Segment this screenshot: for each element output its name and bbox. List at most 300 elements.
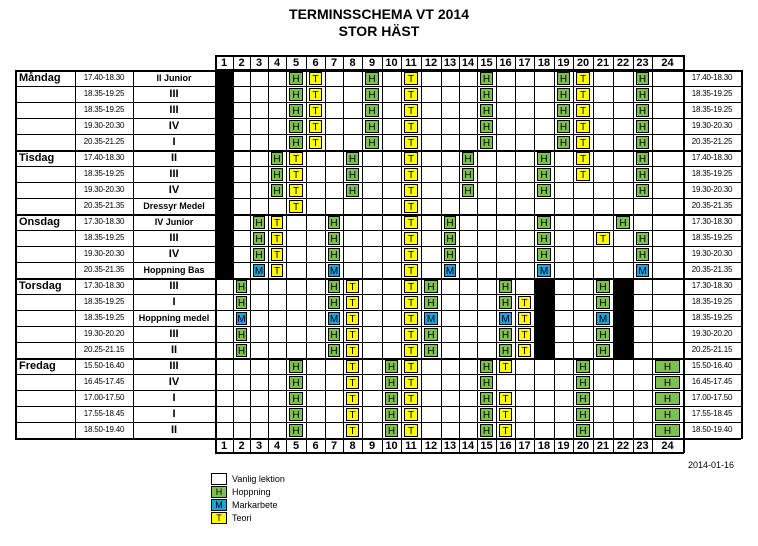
grid-line: [515, 55, 516, 453]
lesson-hoppning-cell: H: [424, 344, 438, 357]
week-header: 12: [424, 57, 438, 69]
lesson-hoppning-cell: H: [385, 376, 398, 389]
row-time-right: 20.35-21.35: [691, 201, 733, 210]
lesson-teori-cell: T: [404, 168, 418, 181]
lesson-hoppning-cell: H: [289, 376, 303, 389]
lesson-teori-cell: T: [404, 280, 418, 293]
week-header: 9: [368, 57, 376, 69]
row-time-right: 18.35-19.25: [691, 313, 733, 322]
lesson-teori-cell: T: [576, 120, 590, 133]
lesson-hoppning-cell: H: [636, 72, 649, 85]
lesson-teori-cell: T: [309, 88, 322, 101]
grid-line: [741, 70, 743, 439]
week-footer: 10: [385, 440, 398, 452]
lesson-hoppning-cell: H: [237, 298, 246, 309]
lesson-hoppning-cell: H: [289, 424, 303, 437]
row-time-right: 17.30-18.30: [691, 217, 733, 226]
row-time: 18.35-19.25: [83, 297, 125, 306]
lesson-hoppning-cell: H: [480, 424, 493, 437]
legend-swatch: M: [211, 499, 227, 511]
row-group: IV: [168, 184, 180, 196]
week-footer: 20: [576, 440, 590, 452]
row-group: Hoppning Bas: [143, 265, 205, 275]
week-header: 22: [616, 57, 630, 69]
lesson-hoppning-cell: H: [424, 328, 438, 341]
lesson-hoppning-cell: H: [596, 344, 610, 357]
grid-line: [573, 55, 574, 453]
blocked-cell: [534, 310, 554, 326]
lesson-hoppning-cell: H: [462, 152, 474, 165]
blocked-cell: [215, 198, 233, 214]
row-time-right: 20.25-21.15: [691, 345, 733, 354]
row-time: 19.30-20.30: [83, 121, 125, 130]
row-group: II: [170, 152, 178, 164]
lesson-hoppning-cell: H: [444, 216, 456, 229]
blocked-cell: [534, 278, 554, 294]
row-time: 17.30-18.30: [83, 217, 125, 226]
lesson-teori-cell: T: [518, 312, 531, 325]
lesson-hoppning-cell: H: [444, 248, 456, 261]
row-time-right: 18.35-19.25: [691, 169, 733, 178]
blocked-cell: [215, 70, 233, 86]
grid-line: [421, 55, 422, 453]
lesson-hoppning-cell: H: [655, 392, 680, 405]
lesson-hoppning-cell: H: [557, 104, 570, 117]
lesson-hoppning-cell: H: [237, 346, 246, 357]
lesson-teori-cell: T: [346, 344, 359, 357]
row-group: IV: [168, 120, 180, 132]
legend-swatch: T: [211, 512, 227, 524]
week-header: 15: [480, 57, 493, 69]
lesson-hoppning-cell: H: [636, 136, 649, 149]
grid-line: [613, 55, 614, 453]
lesson-teori-cell: T: [518, 328, 531, 341]
row-time-right: 16.45-17.45: [691, 377, 733, 386]
legend-label: Hoppning: [232, 487, 271, 497]
lesson-hoppning-cell: H: [576, 408, 590, 421]
lesson-hoppning-cell: H: [537, 232, 551, 245]
row-group: II: [170, 344, 178, 356]
blocked-cell: [613, 310, 633, 326]
lesson-teori-cell: T: [404, 264, 418, 277]
grid-line: [15, 70, 17, 439]
row-group: I: [172, 136, 176, 148]
lesson-hoppning-cell: H: [253, 216, 265, 229]
lesson-teori-cell: T: [271, 264, 283, 277]
lesson-hoppning-cell: H: [576, 392, 590, 405]
grid-line: [593, 55, 594, 453]
week-header: 16: [499, 57, 512, 69]
week-footer: 7: [330, 440, 338, 452]
lesson-teori-cell: T: [404, 104, 418, 117]
week-footer: 17: [518, 440, 531, 452]
row-group: III: [169, 88, 179, 100]
row-time-right: 17.30-18.30: [691, 281, 733, 290]
lesson-markarbete-cell: M: [596, 312, 610, 325]
row-time: 18.35-19.25: [83, 169, 125, 178]
row-group: III: [169, 104, 179, 116]
week-header: 23: [636, 57, 649, 69]
lesson-teori-cell: T: [271, 216, 283, 229]
lesson-hoppning-cell: H: [253, 232, 265, 245]
grid-line: [215, 55, 217, 453]
row-group: III: [169, 168, 179, 180]
lesson-teori-cell: T: [596, 232, 610, 245]
lesson-hoppning-cell: H: [636, 88, 649, 101]
lesson-hoppning-cell: H: [289, 88, 303, 101]
lesson-teori-cell: T: [404, 408, 418, 421]
lesson-hoppning-cell: H: [237, 282, 246, 293]
lesson-teori-cell: T: [309, 104, 322, 117]
lesson-teori-cell: T: [404, 136, 418, 149]
row-group: Hoppning medel: [138, 313, 210, 323]
lesson-hoppning-cell: H: [596, 296, 610, 309]
lesson-hoppning-cell: H: [655, 376, 680, 389]
blocked-cell: [613, 294, 633, 310]
lesson-hoppning-cell: H: [462, 184, 474, 197]
lesson-hoppning-cell: H: [462, 168, 474, 181]
lesson-hoppning-cell: H: [655, 424, 680, 437]
row-time-right: 17.00-17.50: [691, 393, 733, 402]
lesson-hoppning-cell: H: [480, 392, 493, 405]
grid-line: [75, 70, 76, 439]
grid-line: [325, 55, 326, 453]
week-footer: 22: [616, 440, 630, 452]
lesson-hoppning-cell: H: [253, 248, 265, 261]
row-time: 20.25-21.15: [83, 345, 125, 354]
week-footer: 11: [405, 440, 417, 452]
lesson-hoppning-cell: H: [557, 120, 570, 133]
lesson-hoppning-cell: H: [346, 184, 359, 197]
lesson-markarbete-cell: M: [537, 264, 551, 277]
blocked-cell: [613, 278, 633, 294]
lesson-hoppning-cell: H: [636, 120, 649, 133]
lesson-hoppning-cell: H: [655, 360, 680, 373]
lesson-hoppning-cell: H: [499, 296, 512, 309]
row-time: 20.35-21.25: [83, 137, 125, 146]
day-label: Måndag: [19, 72, 61, 84]
row-time: 17.40-18.30: [83, 153, 125, 162]
lesson-hoppning-cell: H: [346, 168, 359, 181]
lesson-hoppning-cell: H: [537, 152, 551, 165]
row-time: 20.35-21.35: [83, 265, 125, 274]
lesson-teori-cell: T: [576, 152, 590, 165]
lesson-hoppning-cell: H: [365, 72, 379, 85]
lesson-hoppning-cell: H: [346, 152, 359, 165]
lesson-hoppning-cell: H: [596, 280, 610, 293]
lesson-hoppning-cell: H: [365, 136, 379, 149]
row-group: III: [169, 328, 179, 340]
lesson-hoppning-cell: H: [289, 392, 303, 405]
grid-line: [343, 55, 344, 453]
legend-item: [211, 512, 371, 525]
blocked-cell: [215, 246, 233, 262]
lesson-hoppning-cell: H: [557, 136, 570, 149]
lesson-hoppning-cell: H: [576, 424, 590, 437]
lesson-hoppning-cell: H: [557, 72, 570, 85]
lesson-teori-cell: T: [289, 168, 303, 181]
legend-item: [211, 499, 371, 512]
row-time-right: 18.35-19.25: [691, 297, 733, 306]
lesson-hoppning-cell: H: [480, 72, 493, 85]
lesson-teori-cell: T: [518, 344, 531, 357]
lesson-teori-cell: T: [404, 184, 418, 197]
blocked-cell: [215, 86, 233, 102]
week-header: 13: [443, 57, 457, 69]
row-time-right: 18.35-19.25: [691, 105, 733, 114]
lesson-teori-cell: T: [404, 232, 418, 245]
lesson-teori-cell: T: [404, 328, 418, 341]
grid-line: [554, 55, 555, 453]
row-time: 18.50-19.40: [83, 425, 125, 434]
row-group: IV: [168, 248, 180, 260]
week-footer: 1: [220, 440, 228, 452]
lesson-hoppning-cell: H: [237, 330, 246, 341]
lesson-markarbete-cell: M: [424, 312, 438, 325]
lesson-teori-cell: T: [576, 168, 590, 181]
grid-line: [459, 55, 460, 453]
week-header: 8: [349, 57, 356, 69]
lesson-teori-cell: T: [404, 88, 418, 101]
lesson-hoppning-cell: H: [576, 376, 590, 389]
lesson-hoppning-cell: H: [328, 296, 340, 309]
week-footer: 5: [292, 440, 300, 452]
lesson-hoppning-cell: H: [557, 88, 570, 101]
lesson-hoppning-cell: H: [596, 328, 610, 341]
lesson-hoppning-cell: H: [480, 88, 493, 101]
lesson-teori-cell: T: [404, 344, 418, 357]
week-header: 10: [385, 57, 398, 69]
week-footer: 18: [537, 440, 551, 452]
lesson-teori-cell: T: [499, 408, 512, 421]
print-date: 2014-01-16: [688, 460, 735, 470]
week-footer: 6: [312, 440, 319, 452]
week-header: 5: [292, 57, 300, 69]
row-time: 17.40-18.30: [83, 73, 125, 82]
lesson-hoppning-cell: H: [328, 232, 340, 245]
row-group: IV: [168, 376, 180, 388]
row-time-right: 18.50-19.40: [691, 425, 733, 434]
week-header: 2: [238, 57, 245, 69]
lesson-teori-cell: T: [576, 72, 590, 85]
lesson-teori-cell: T: [271, 232, 283, 245]
lesson-hoppning-cell: H: [365, 104, 379, 117]
week-header: 14: [461, 57, 475, 69]
lesson-hoppning-cell: H: [289, 408, 303, 421]
row-group: Dressyr Medel: [143, 201, 205, 211]
lesson-hoppning-cell: H: [537, 248, 551, 261]
lesson-teori-cell: T: [404, 120, 418, 133]
week-footer: 9: [368, 440, 376, 452]
week-footer: 13: [443, 440, 457, 452]
lesson-teori-cell: T: [271, 248, 283, 261]
page-subtitle: STOR HÄST: [338, 23, 420, 39]
week-header: 18: [537, 57, 551, 69]
day-label: Fredag: [19, 360, 56, 372]
lesson-teori-cell: T: [404, 424, 418, 437]
lesson-hoppning-cell: H: [636, 184, 649, 197]
lesson-teori-cell: T: [309, 136, 322, 149]
lesson-hoppning-cell: H: [289, 120, 303, 133]
lesson-teori-cell: T: [499, 360, 512, 373]
lesson-teori-cell: T: [309, 72, 322, 85]
lesson-hoppning-cell: H: [499, 280, 512, 293]
lesson-teori-cell: T: [404, 200, 418, 213]
lesson-hoppning-cell: H: [385, 392, 398, 405]
lesson-markarbete-cell: M: [237, 314, 246, 325]
row-group: I: [172, 296, 176, 308]
lesson-teori-cell: T: [404, 296, 418, 309]
lesson-hoppning-cell: H: [499, 328, 512, 341]
lesson-hoppning-cell: H: [385, 360, 398, 373]
lesson-hoppning-cell: H: [636, 104, 649, 117]
lesson-hoppning-cell: H: [537, 184, 551, 197]
grid-line: [534, 55, 535, 453]
lesson-hoppning-cell: H: [328, 248, 340, 261]
lesson-hoppning-cell: H: [480, 360, 493, 373]
lesson-hoppning-cell: H: [328, 328, 340, 341]
lesson-hoppning-cell: H: [328, 344, 340, 357]
lesson-teori-cell: T: [404, 72, 418, 85]
lesson-hoppning-cell: H: [328, 280, 340, 293]
row-time: 18.35-19.25: [83, 313, 125, 322]
row-time: 16.45-17.45: [83, 377, 125, 386]
lesson-hoppning-cell: H: [289, 360, 303, 373]
lesson-hoppning-cell: H: [636, 248, 649, 261]
row-group: III: [169, 360, 179, 372]
lesson-teori-cell: T: [346, 408, 359, 421]
lesson-teori-cell: T: [576, 136, 590, 149]
lesson-teori-cell: T: [404, 360, 418, 373]
grid-line: [683, 55, 685, 453]
grid-line: [233, 55, 234, 453]
lesson-teori-cell: T: [346, 424, 359, 437]
blocked-cell: [215, 182, 233, 198]
row-time: 19.30-20.20: [83, 329, 125, 338]
lesson-teori-cell: T: [404, 152, 418, 165]
lesson-markarbete-cell: M: [636, 264, 649, 277]
row-group: IV Junior: [154, 217, 194, 227]
lesson-teori-cell: T: [499, 392, 512, 405]
row-group: III: [169, 280, 179, 292]
legend-item: [211, 486, 371, 499]
week-header: 6: [312, 57, 319, 69]
blocked-cell: [613, 342, 633, 358]
lesson-hoppning-cell: H: [537, 168, 551, 181]
page-title: TERMINSSCHEMA VT 2014: [289, 6, 469, 22]
lesson-hoppning-cell: H: [480, 136, 493, 149]
lesson-teori-cell: T: [346, 328, 359, 341]
row-time: 15.50-16.40: [83, 361, 125, 370]
lesson-teori-cell: T: [404, 216, 418, 229]
blocked-cell: [215, 102, 233, 118]
grid-line: [382, 55, 383, 453]
row-group: I: [172, 408, 176, 420]
lesson-teori-cell: T: [346, 312, 359, 325]
blocked-cell: [215, 166, 233, 182]
lesson-teori-cell: T: [404, 392, 418, 405]
week-footer: 14: [461, 440, 475, 452]
row-time-right: 17.40-18.30: [691, 73, 733, 82]
row-time: 19.30-20.30: [83, 249, 125, 258]
lesson-hoppning-cell: H: [480, 120, 493, 133]
blocked-cell: [215, 214, 233, 230]
lesson-teori-cell: T: [346, 360, 359, 373]
legend-swatch: H: [211, 486, 227, 498]
week-footer: 8: [349, 440, 356, 452]
week-header: 21: [596, 57, 610, 69]
lesson-markarbete-cell: M: [329, 266, 339, 277]
lesson-hoppning-cell: H: [385, 424, 398, 437]
grid-line: [133, 70, 134, 439]
lesson-teori-cell: T: [404, 248, 418, 261]
week-header: 4: [273, 57, 281, 69]
row-time: 17.00-17.50: [83, 393, 125, 402]
lesson-teori-cell: T: [404, 376, 418, 389]
grid-line: [250, 55, 251, 453]
grid-line: [268, 55, 269, 453]
week-footer: 23: [636, 440, 649, 452]
legend-label: Markarbete: [232, 500, 278, 510]
lesson-hoppning-cell: H: [328, 216, 340, 229]
lesson-markarbete-cell: M: [329, 314, 339, 325]
lesson-teori-cell: T: [346, 296, 359, 309]
week-header: 7: [330, 57, 338, 69]
lesson-teori-cell: T: [289, 152, 303, 165]
blocked-cell: [215, 150, 233, 166]
blocked-cell: [215, 134, 233, 150]
lesson-hoppning-cell: H: [424, 280, 438, 293]
row-group: II Junior: [156, 73, 192, 83]
blocked-cell: [534, 342, 554, 358]
week-header: 11: [405, 57, 417, 69]
lesson-hoppning-cell: H: [289, 72, 303, 85]
row-time-right: 19.30-20.30: [691, 249, 733, 258]
lesson-hoppning-cell: H: [636, 232, 649, 245]
grid-line: [496, 55, 497, 453]
lesson-markarbete-cell: M: [254, 266, 264, 277]
lesson-hoppning-cell: H: [385, 408, 398, 421]
blocked-cell: [534, 326, 554, 342]
grid-line: [633, 55, 634, 453]
blocked-cell: [613, 326, 633, 342]
week-header: 3: [255, 57, 263, 69]
lesson-hoppning-cell: H: [271, 152, 283, 165]
week-header: 24: [661, 57, 674, 69]
lesson-teori-cell: T: [576, 104, 590, 117]
legend-label: Teori: [232, 513, 252, 523]
legend-swatch: [211, 473, 227, 485]
row-time-right: 15.50-16.40: [691, 361, 733, 370]
grid-line: [286, 55, 287, 453]
lesson-teori-cell: T: [289, 184, 303, 197]
blocked-cell: [215, 262, 233, 278]
lesson-teori-cell: T: [346, 280, 359, 293]
day-label: Tisdag: [19, 152, 55, 164]
lesson-teori-cell: T: [404, 312, 418, 325]
lesson-markarbete-cell: M: [445, 266, 455, 277]
week-footer: 3: [255, 440, 263, 452]
lesson-teori-cell: T: [346, 392, 359, 405]
lesson-hoppning-cell: H: [365, 88, 379, 101]
week-header: 20: [576, 57, 590, 69]
lesson-hoppning-cell: H: [271, 168, 283, 181]
lesson-teori-cell: T: [576, 88, 590, 101]
lesson-hoppning-cell: H: [576, 360, 590, 373]
row-time: 17.55-18.45: [83, 409, 125, 418]
day-label: Torsdag: [19, 280, 62, 292]
lesson-hoppning-cell: H: [289, 136, 303, 149]
